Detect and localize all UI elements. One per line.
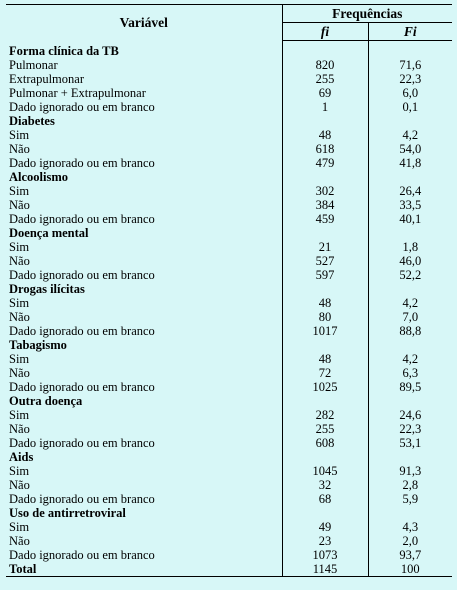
- row-fi-value: 255: [282, 72, 368, 86]
- table-row: [6, 422, 452, 436]
- table-row: [6, 156, 452, 170]
- row-Fi-value: 0,1: [368, 100, 452, 114]
- section-header-row: [6, 41, 452, 59]
- table-row: [6, 492, 452, 506]
- row-label: Não: [9, 366, 30, 380]
- section-fi-empty: [282, 170, 368, 184]
- section-fi-empty: [282, 450, 368, 464]
- section-title: Alcoolismo: [9, 170, 69, 184]
- section-header-row: [6, 226, 452, 240]
- row-label: Não: [9, 534, 30, 548]
- table-row: [6, 212, 452, 226]
- row-label: Dado ignorado ou em branco: [9, 156, 155, 170]
- table-row: [6, 254, 452, 268]
- row-Fi-value: 24,6: [368, 408, 452, 422]
- section-Fi-empty: [368, 394, 452, 408]
- table-row: [6, 366, 452, 380]
- table-row: [6, 128, 452, 142]
- section-header-row: [6, 394, 452, 408]
- row-fi-value: 618: [282, 142, 368, 156]
- row-fi-value: 69: [282, 86, 368, 100]
- section-Fi-empty: [368, 338, 452, 352]
- row-label: Não: [9, 310, 30, 324]
- row-label: Dado ignorado ou em branco: [9, 324, 155, 338]
- row-Fi-value: 93,7: [368, 548, 452, 562]
- row-Fi-value: 22,3: [368, 422, 452, 436]
- row-Fi-value: 4,2: [368, 128, 452, 142]
- row-label: Sim: [9, 408, 30, 422]
- row-Fi-value: 4,2: [368, 296, 452, 310]
- section-header-row: [6, 114, 452, 128]
- row-Fi-value: 2,8: [368, 478, 452, 492]
- row-label: Pulmonar + Extrapulmonar: [9, 86, 146, 100]
- frequency-table: [6, 4, 452, 577]
- table-row: [6, 72, 452, 86]
- row-fi-value: 23: [282, 534, 368, 548]
- table-row: [6, 436, 452, 450]
- row-Fi-value: 33,5: [368, 198, 452, 212]
- row-fi-value: 1045: [282, 464, 368, 478]
- total-row: [6, 562, 452, 577]
- section-Fi-empty: [368, 41, 452, 59]
- row-fi-value: 80: [282, 310, 368, 324]
- section-header-row: [6, 450, 452, 464]
- row-Fi-value: 5,9: [368, 492, 452, 506]
- table-row: [6, 198, 452, 212]
- header-fi-absolute: fi: [282, 23, 368, 41]
- section-title: Uso de antirretroviral: [9, 506, 126, 520]
- row-Fi-value: 40,1: [368, 212, 452, 226]
- table-row: [6, 58, 452, 72]
- table-row: [6, 324, 452, 338]
- row-label: Dado ignorado ou em branco: [9, 380, 155, 394]
- row-Fi-value: 1,8: [368, 240, 452, 254]
- table-body: [6, 41, 452, 577]
- section-Fi-empty: [368, 170, 452, 184]
- row-fi-value: 68: [282, 492, 368, 506]
- section-fi-empty: [282, 506, 368, 520]
- section-Fi-empty: [368, 506, 452, 520]
- section-header-row: [6, 506, 452, 520]
- row-label: Não: [9, 142, 30, 156]
- row-Fi-value: 4,3: [368, 520, 452, 534]
- section-fi-empty: [282, 394, 368, 408]
- row-label: Não: [9, 422, 30, 436]
- table-row: [6, 268, 452, 282]
- total-Fi-value: 100: [368, 562, 452, 577]
- section-Fi-empty: [368, 114, 452, 128]
- row-fi-value: 48: [282, 296, 368, 310]
- row-fi-value: 527: [282, 254, 368, 268]
- row-fi-value: 1025: [282, 380, 368, 394]
- row-fi-value: 384: [282, 198, 368, 212]
- table-row: [6, 534, 452, 548]
- section-title: Aids: [9, 450, 34, 464]
- row-label: Sim: [9, 352, 30, 366]
- row-label: Dado ignorado ou em branco: [9, 212, 155, 226]
- row-fi-value: 1017: [282, 324, 368, 338]
- header-frequencies: Frequências: [282, 5, 452, 23]
- section-Fi-empty: [368, 226, 452, 240]
- row-Fi-value: 91,3: [368, 464, 452, 478]
- table-row: [6, 464, 452, 478]
- row-Fi-value: 52,2: [368, 268, 452, 282]
- row-fi-value: 820: [282, 58, 368, 72]
- row-label: Não: [9, 198, 30, 212]
- table-row: [6, 408, 452, 422]
- row-label: Sim: [9, 240, 30, 254]
- row-label: Dado ignorado ou em branco: [9, 492, 155, 506]
- row-Fi-value: 22,3: [368, 72, 452, 86]
- row-Fi-value: 88,8: [368, 324, 452, 338]
- section-header-row: [6, 170, 452, 184]
- section-title: Drogas ilícitas: [9, 282, 85, 296]
- row-label: Sim: [9, 520, 30, 534]
- row-fi-value: 48: [282, 128, 368, 142]
- total-fi-value: 1145: [282, 562, 368, 577]
- section-fi-empty: [282, 338, 368, 352]
- row-label: Dado ignorado ou em branco: [9, 548, 155, 562]
- table-row: [6, 86, 452, 100]
- row-label: Dado ignorado ou em branco: [9, 100, 155, 114]
- row-label: Sim: [9, 296, 30, 310]
- row-fi-value: 1073: [282, 548, 368, 562]
- row-Fi-value: 54,0: [368, 142, 452, 156]
- section-Fi-empty: [368, 450, 452, 464]
- row-label: Extrapulmonar: [9, 72, 84, 86]
- section-title: Forma clínica da TB: [9, 43, 119, 58]
- section-title: Doença mental: [9, 226, 89, 240]
- row-Fi-value: 2,0: [368, 534, 452, 548]
- table-row: [6, 142, 452, 156]
- section-fi-empty: [282, 226, 368, 240]
- table-row: [6, 478, 452, 492]
- table-row: [6, 296, 452, 310]
- row-fi-value: 459: [282, 212, 368, 226]
- row-label: Não: [9, 254, 30, 268]
- row-fi-value: 21: [282, 240, 368, 254]
- section-fi-empty: [282, 41, 368, 59]
- row-Fi-value: 26,4: [368, 184, 452, 198]
- row-fi-value: 72: [282, 366, 368, 380]
- row-fi-value: 49: [282, 520, 368, 534]
- table-row: [6, 240, 452, 254]
- table-row: [6, 100, 452, 114]
- row-label: Sim: [9, 184, 30, 198]
- table-row: [6, 380, 452, 394]
- row-label: Dado ignorado ou em branco: [9, 268, 155, 282]
- row-Fi-value: 6,3: [368, 366, 452, 380]
- row-fi-value: 608: [282, 436, 368, 450]
- row-fi-value: 302: [282, 184, 368, 198]
- row-Fi-value: 4,2: [368, 352, 452, 366]
- total-label: Total: [6, 562, 282, 577]
- table-row: [6, 310, 452, 324]
- row-fi-value: 282: [282, 408, 368, 422]
- row-label: Sim: [9, 128, 30, 142]
- row-label: Não: [9, 478, 30, 492]
- row-Fi-value: 41,8: [368, 156, 452, 170]
- row-Fi-value: 6,0: [368, 86, 452, 100]
- table-row: [6, 520, 452, 534]
- section-fi-empty: [282, 114, 368, 128]
- row-Fi-value: 53,1: [368, 436, 452, 450]
- row-fi-value: 255: [282, 422, 368, 436]
- section-header-row: [6, 338, 452, 352]
- row-fi-value: 597: [282, 268, 368, 282]
- section-Fi-empty: [368, 282, 452, 296]
- section-fi-empty: [282, 282, 368, 296]
- row-label: Sim: [9, 464, 30, 478]
- header-fi-relative: Fi: [368, 23, 452, 41]
- header-variable: Variável: [6, 5, 282, 41]
- table-row: [6, 352, 452, 366]
- row-Fi-value: 71,6: [368, 58, 452, 72]
- section-header-row: [6, 282, 452, 296]
- row-fi-value: 1: [282, 100, 368, 114]
- row-fi-value: 479: [282, 156, 368, 170]
- section-title: Outra doença: [9, 394, 83, 408]
- table-row: [6, 548, 452, 562]
- row-Fi-value: 46,0: [368, 254, 452, 268]
- row-Fi-value: 89,5: [368, 380, 452, 394]
- section-title: Diabetes: [9, 114, 55, 128]
- table-row: [6, 184, 452, 198]
- row-fi-value: 48: [282, 352, 368, 366]
- row-fi-value: 32: [282, 478, 368, 492]
- section-title: Tabagismo: [9, 338, 67, 352]
- row-label: Pulmonar: [9, 58, 58, 72]
- row-label: Dado ignorado ou em branco: [9, 436, 155, 450]
- row-Fi-value: 7,0: [368, 310, 452, 324]
